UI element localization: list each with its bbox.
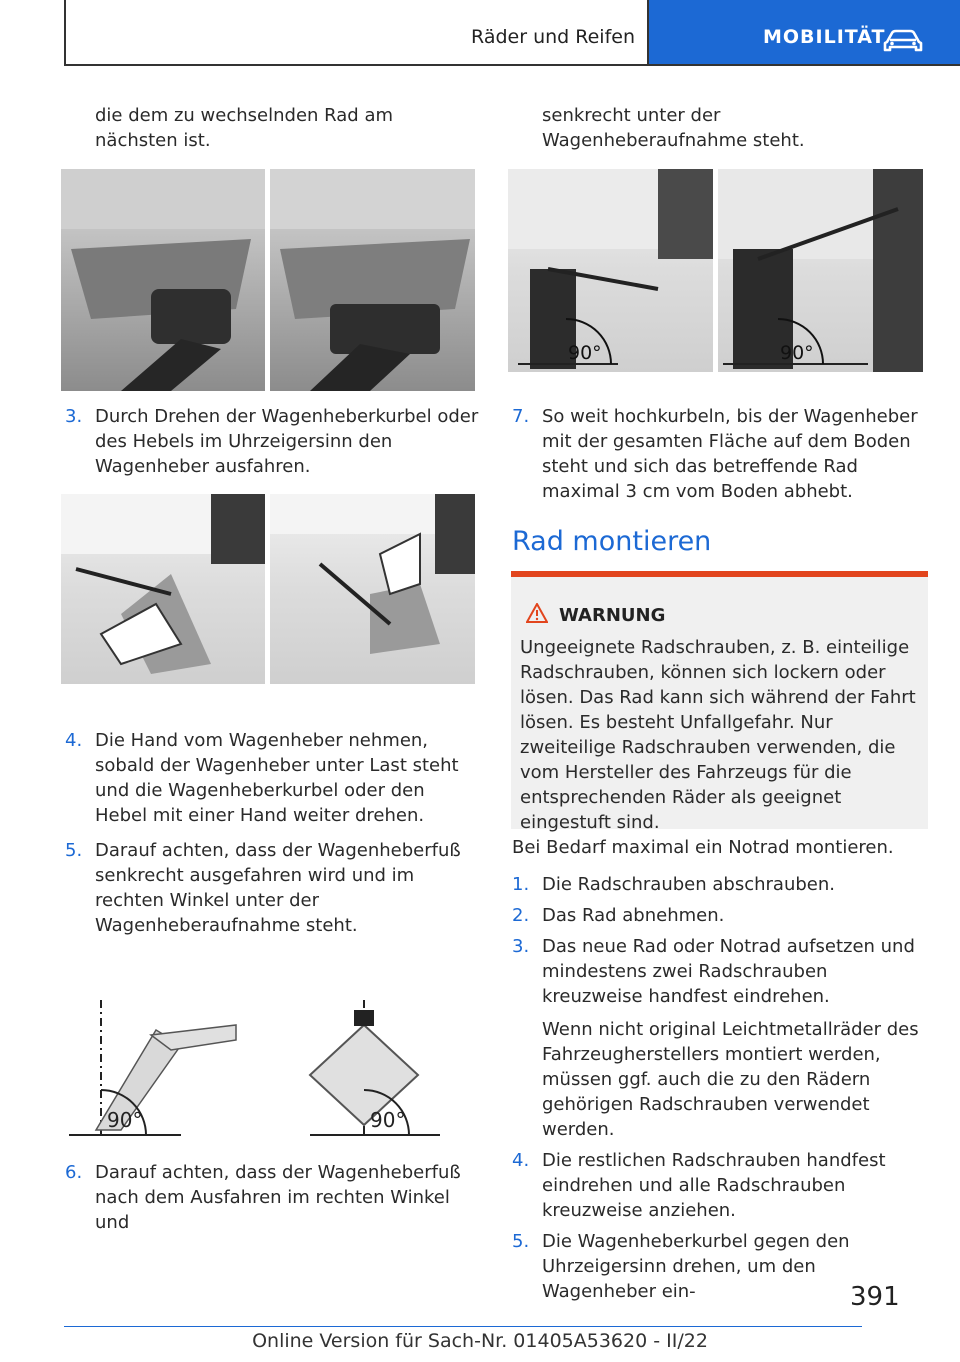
step-number: 1. [512,874,530,895]
continued-text: senkrecht unter der Wagenheberaufnahme steht. [542,105,805,151]
crank-photo-2 [270,494,475,684]
step-number: 2. [512,905,530,926]
jack-angle-drawing-2 [300,990,450,1140]
step-text: Darauf achten, dass der Wagenheberfuß senkrecht ausgefahren wird und im rechten Winkel unter der Wagenheberaufnahme steht. [95,840,461,936]
car-icon [881,28,925,54]
angle-label: 90° [568,342,602,364]
step-number: 5. [65,840,83,861]
mount-step-1 [512,872,928,897]
step-number: 3. [65,406,83,427]
step-number: 4. [65,730,83,751]
mount-step-2 [512,903,928,928]
mount-intro: Bei Bedarf maximal ein Notrad montieren. [512,837,894,858]
page-number: 391 [850,1282,900,1312]
step-text: Darauf achten, dass der Wagenheberfuß nach dem Ausfahren im rechten Winkel und [95,1162,461,1233]
step-number: 7. [512,406,530,427]
chapter-title: MOBILITÄT [763,26,886,48]
mount-steps [512,835,928,1304]
step-3-item [65,404,480,479]
intro-text: die dem zu wechselnden Rad am nächsten ist. [95,105,394,151]
footer-rule [64,1326,862,1327]
step-text: Das Rad abnehmen. [542,905,725,926]
step-text: Die Hand vom Wagenheber nehmen, sobald der Wagenheber unter Last steht und die Wagenheberkurbel oder den Hebel mit einer Hand weiter drehen. [95,730,459,826]
jack-photo-1 [61,169,265,391]
jack-contact-photo-1 [508,169,713,372]
step-number: 3. [512,936,530,957]
angle-label: 90° [370,1108,406,1132]
warning-text: Ungeeignete Radschrauben, z. B. einteilige Radschrauben, können sich lockern oder lösen. Das Rad kann sich während der Fahrt lösen. Es besteht Unfallgefahr. Nur zweiteilige Radschrauben verwenden, die vom Hersteller des Fahrzeugs für die entsprechenden Räder als geeignet eingestuft sind. [520,637,916,833]
step-number: 5. [512,1231,530,1252]
warning-box [511,571,928,833]
step-6-item [65,1160,480,1235]
step-number: 4. [512,1150,530,1171]
angle-label: 90° [780,342,814,364]
jack-angle-drawing-1 [61,990,266,1140]
step-text: Die Wagenheberkurbel gegen den Uhrzeigersinn drehen, um den Wagenheber ein- [542,1231,850,1302]
mount-step-4 [512,1148,928,1223]
angle-label: 90° [107,1108,143,1132]
step-number: 6. [65,1162,83,1183]
warning-title: WARNUNG [559,605,666,626]
crank-photo-1 [61,494,265,684]
jack-contact-photo-2 [718,169,923,372]
header-section-box [64,0,649,64]
header-rule [64,64,960,66]
section-title: Räder und Reifen [471,26,635,48]
mount-step-3 [512,934,928,1142]
warning-triangle-icon [526,603,548,623]
footer-online-version: Online Version für Sach-Nr. 01405A53620 - II/22 [252,1330,708,1352]
step-text: Durch Drehen der Wagenheberkurbel oder des Hebels im Uhrzeigersinn den Wagenheber ausfahren. [95,406,479,477]
section-heading: Rad montieren [512,526,712,557]
jack-photo-2 [270,169,475,391]
step-7-item [512,404,928,504]
step-note: Wenn nicht original Leichtmetallräder des Fahrzeugherstellers montiert werden, müssen ggf. auch die zu den Rädern gehörigen Radschrauben verwendet werden. [542,1019,919,1140]
step-text: Das neue Rad oder Notrad aufsetzen und mindestens zwei Radschrauben kreuzweise handfest eindrehen. [542,936,915,1007]
step-5-item [65,838,480,938]
step-text: So weit hochkurbeln, bis der Wagenheber mit der gesamten Fläche auf dem Boden steht und sich das betreffende Rad maximal 3 cm vom Boden abhebt. [542,406,918,502]
chapter-tab [649,0,960,64]
step-text: Die restlichen Radschrauben handfest eindrehen und alle Radschrauben kreuzweise anziehen. [542,1150,886,1221]
steps-4-5 [65,728,480,938]
step-4-item [65,728,480,828]
step-text: Die Radschrauben abschrauben. [542,874,835,895]
